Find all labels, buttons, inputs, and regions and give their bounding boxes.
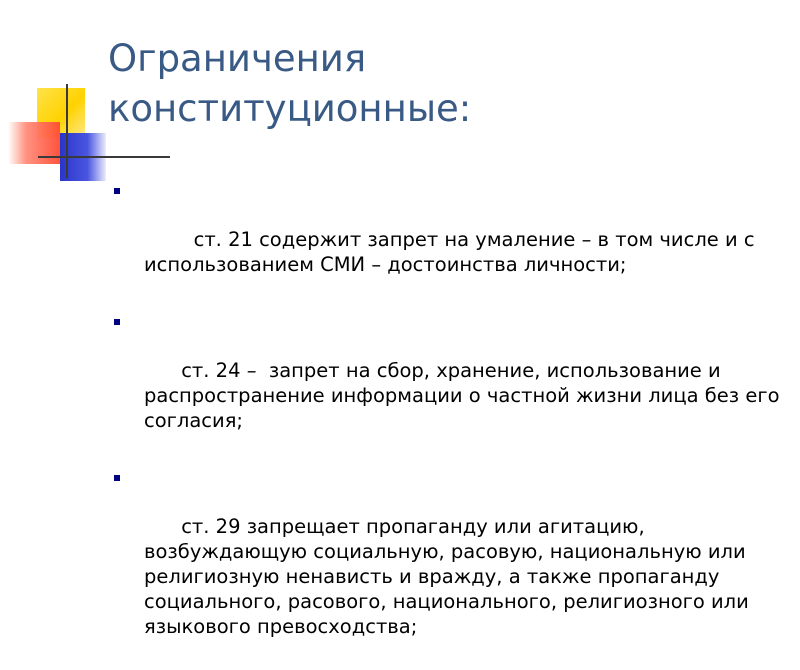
bullet-text: ст. 24 – запрет на сбор, хранение, использование и распространение информации о частной жизни лица без его согласия; xyxy=(144,359,786,432)
bullet-item-art29 xyxy=(110,464,780,664)
ornament-horizontal-line xyxy=(38,156,170,158)
slide-title-line: конституционные: xyxy=(108,87,472,130)
bullet-item-art21 xyxy=(110,177,780,302)
bullet-list xyxy=(110,177,786,670)
ornament-vertical-line xyxy=(66,84,68,178)
square-bullet-icon xyxy=(114,188,120,194)
bullet-text: ст. 21 содержит запрет на умаление – в том числе и с использованием СМИ – достоинства личности; xyxy=(144,228,761,276)
slide-title-line: Ограничения xyxy=(108,37,367,80)
bullet-item-art24 xyxy=(110,308,786,458)
bullet-text: ст. 29 запрещает пропаганду или агитацию, возбуждающую социальную, расовую, национальную или религиозную ненависть и вражду, а также пропаганду социального, расового, национального, религиозного или языкового превосходства; xyxy=(144,515,756,638)
square-bullet-icon xyxy=(114,319,120,325)
slide-title xyxy=(108,34,768,134)
square-bullet-icon xyxy=(114,475,120,481)
